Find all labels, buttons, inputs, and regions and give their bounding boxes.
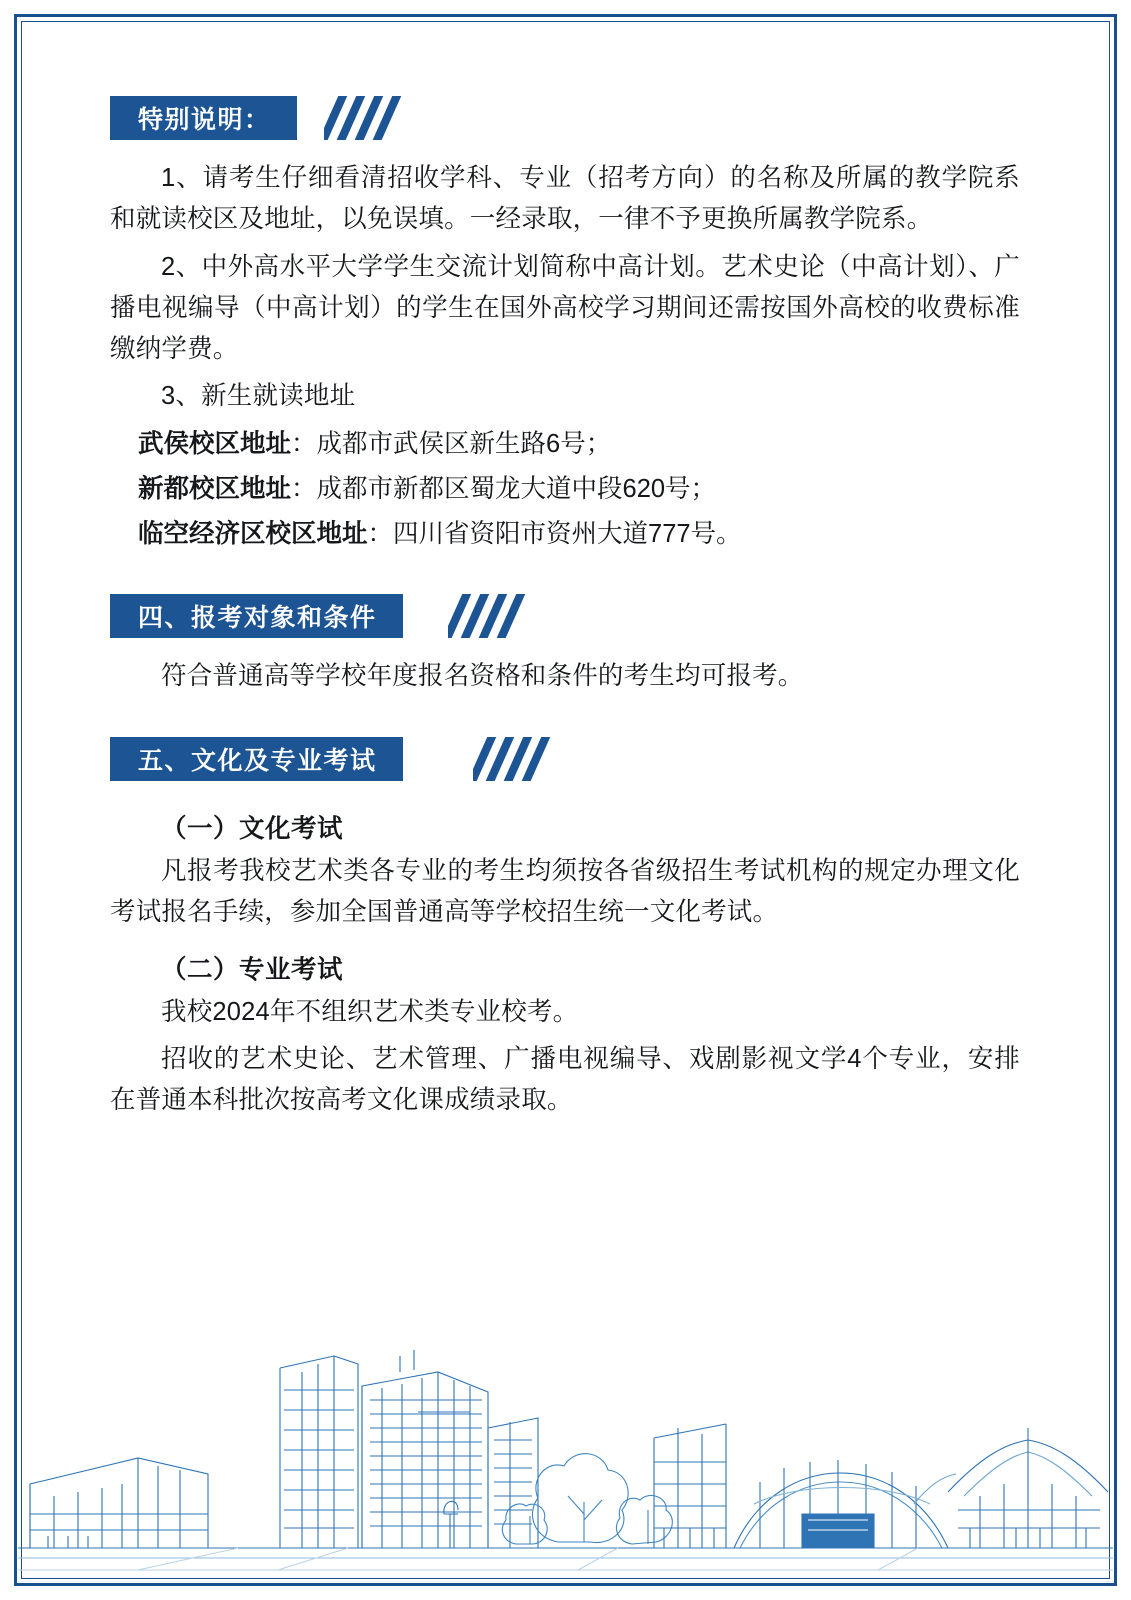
section-heading-text: 特别说明：: [138, 106, 271, 134]
special-note-3: 3、新生就读地址: [161, 382, 356, 411]
address-wuhou: [110, 424, 1020, 465]
eligibility-paragraph: 符合普通高等学校年度报名资格和条件的考生均可报考。: [161, 661, 804, 690]
banner-box: [110, 594, 403, 638]
address-xindu-value: ：成都市新都区蜀龙大道中段620号；: [291, 475, 717, 504]
section-heading-text: 四、报考对象和条件: [138, 603, 377, 632]
banner-decoration-slashes: [473, 737, 583, 781]
banner-box: [110, 96, 297, 140]
address-linkong: [110, 514, 1020, 555]
document-content: [110, 96, 1020, 1127]
section-banner-exams: [110, 737, 1020, 781]
banner-box: [110, 737, 403, 781]
address-xindu: [110, 469, 1020, 510]
address-wuhou-value: ：成都市武侯区新生路6号；: [291, 429, 612, 458]
subsection-title-major-exam: （二）专业考试: [161, 955, 344, 984]
address-wuhou-label: 武侯校区地址: [138, 429, 292, 458]
special-note-2: 2、中外高水平大学学生交流计划简称中高计划。艺术史论（中高计划）、广播电视编导（中高计划）的学生在国外高校学习期间还需按国外高校的收费标准缴纳学费。: [110, 252, 1020, 364]
subsection-title-culture-exam: （一）文化考试: [161, 814, 344, 843]
address-xindu-label: 新都校区地址: [138, 475, 292, 504]
banner-decoration-slashes: [324, 96, 434, 140]
major-exam-paragraph-1: 我校2024年不组织艺术类专业校考。: [161, 997, 579, 1026]
banner-decoration-slashes: [448, 594, 558, 638]
section-banner-special-notes: [110, 96, 1020, 140]
section-heading-text: 五、文化及专业考试: [138, 746, 377, 775]
address-linkong-label: 临空经济区校区地址: [138, 520, 368, 549]
section-banner-eligibility: [110, 594, 1020, 638]
special-note-1: 1、请考生仔细看清招收学科、专业（招考方向）的名称及所属的教学院系和就读校区及地址，以免误填。一经录取，一律不予更换所属教学院系。: [110, 164, 1020, 234]
major-exam-paragraph-2: 招收的艺术史论、艺术管理、广播电视编导、戏剧影视文学4个专业，安排在普通本科批次按高考文化课成绩录取。: [110, 1044, 1020, 1115]
culture-exam-paragraph: 凡报考我校艺术类各专业的考生均须按各省级招生考试机构的规定办理文化考试报名手续，参加全国普通高等学校招生统一文化考试。: [110, 856, 1020, 927]
address-linkong-value: ：四川省资阳市资州大道777号。: [367, 520, 742, 549]
